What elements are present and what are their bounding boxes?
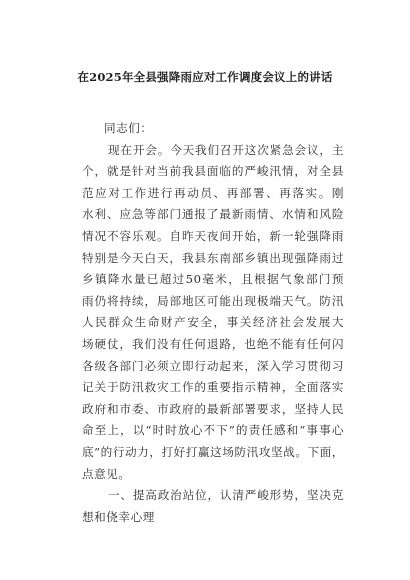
section-heading-continuation: 想和侥幸心理 [82,509,155,524]
document-body [82,118,344,528]
salutation: 同志们： [104,121,153,135]
paragraph-line: 场硬仗，我们没有任何退路，也绝不能有任何闪 [82,336,344,351]
paragraph-line: 记关于防汛救灾工作的重要指示精神，全面落实 [82,380,344,395]
paragraph-line: 雨仍将持续，局部地区可能出现极端天气。防汛 [82,293,344,308]
paragraph-line: 范应对工作进行再动员、再部署、再落实。刚 [82,185,344,200]
document-title: 在2025年全县强降雨应对工作调度会议上的讲话 [77,70,333,84]
paragraph-line: 政府和市委、市政府的最新部署要求，坚持人民 [82,401,344,416]
paragraph-line: 乡镇降水量已超过50毫米，且根据气象部门预 [82,272,344,287]
paragraph-line: 情况不容乐观。自昨天夜间开始，新一轮强降雨 [82,228,344,243]
paragraph-line: 点意见。 [82,466,131,481]
paragraph-line: 个，就是针对当前我县面临的严峻汛情，对全县 [82,164,344,179]
paragraph-line: 特别是今天白天，我县东南部乡镇出现强降雨过 [82,250,344,265]
section-heading: 一、提高政治站位，认清严峻形势，坚决克 [108,488,344,503]
paragraph-line: 水利、应急等部门通报了最新雨情、水情和风险 [82,207,344,222]
paragraph-line: 底”的行动力，打好打赢这场防汛攻坚战。下面， [82,444,344,459]
paragraph-line: 命至上，以“时时放心不下”的责任感和“事事心 [82,423,344,438]
paragraph-line: 各级各部门必须立即行动起来，深入学习贯彻习 [82,358,344,373]
paragraph-line: 现在开会。今天我们召开这次紧急会议，主 [108,142,344,157]
paragraph-line: 人民群众生命财产安全，事关经济社会发展大 [82,315,344,330]
